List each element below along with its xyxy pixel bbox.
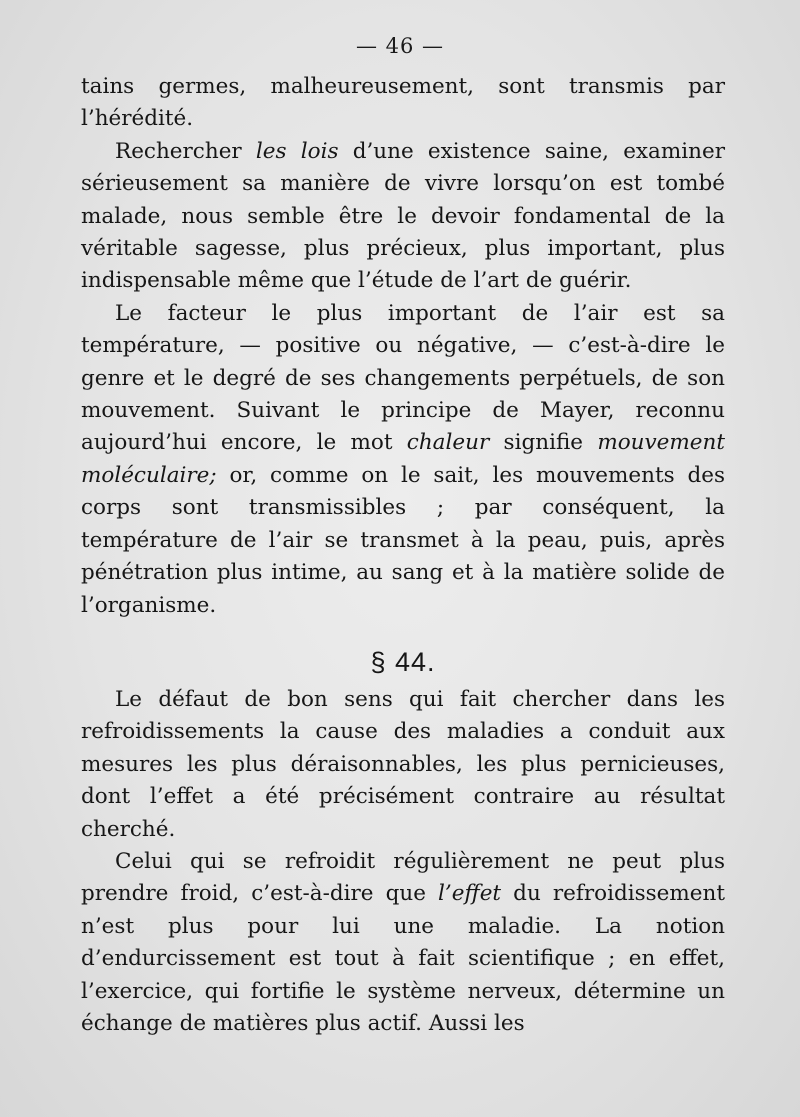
paragraph-text: or, comme on le sait, les mouvements des corps sont transmissibles ; par conséquent, la température de l’air se transmet à la peau, puis, après pénétration plus intime, au sang et à la matière solide de l’organisme. <box>81 462 725 618</box>
paragraph-text: d’une existence saine, examiner sérieusement sa manière de vivre lorsqu’on est tombé malade, nous semble être le devoir fondamental de la véritable sagesse, plus précieux, plus important, plus indispensable même que l’étude de l’art de guérir. <box>81 138 725 294</box>
page-number: — 46 — <box>355 34 445 58</box>
italic-emphasis: chaleur <box>406 430 490 456</box>
paragraph-text: signifie <box>489 430 598 456</box>
paragraph-text: Celui qui se refroidit régulièrement ne peut plus prendre froid, c’est-à-dire que <box>81 848 725 907</box>
paragraph-text: du refroidissement n’est plus pour lui une maladie. La notion d’endurcissement est tout à fait scientifique ; en effet, l’exercice, qui fortifie le système nerveux, détermine un échange de matières plus actif. Aussi les <box>81 881 725 1036</box>
paragraph-text: Rechercher <box>115 138 256 164</box>
paragraph-continued <box>81 71 725 136</box>
body-text <box>81 71 725 1040</box>
paragraph-cold-fallacy <box>81 684 725 846</box>
italic-emphasis: les lois <box>255 138 339 164</box>
paragraph-research-laws <box>81 136 725 298</box>
italic-emphasis: mouvement moléculaire; <box>81 430 725 488</box>
paragraph-text: tains germes, malheureusement, sont transmis par l’hérédité. <box>81 74 725 132</box>
italic-emphasis: l’effet <box>438 881 502 907</box>
paragraph-air-temperature <box>81 298 725 622</box>
paragraph-hardening <box>81 846 725 1040</box>
paragraph-text: Le défaut de bon sens qui fait chercher dans les refroidissements la cause des maladies a conduit aux mesures les plus déraisonnables, les plus pernicieuses, dont l’effet a été précisément contraire au résultat cherché. <box>81 686 725 842</box>
paragraph-text: Le facteur le plus important de l’air est sa température, — positive ou négative, — c’est-à-dire le genre et le degré de ses changements perpétuels, de son mouvement. Suivant le principe de Mayer, reconnu aujourd’hui encore, le mot <box>81 300 725 456</box>
section-heading: § 44. <box>370 646 436 677</box>
